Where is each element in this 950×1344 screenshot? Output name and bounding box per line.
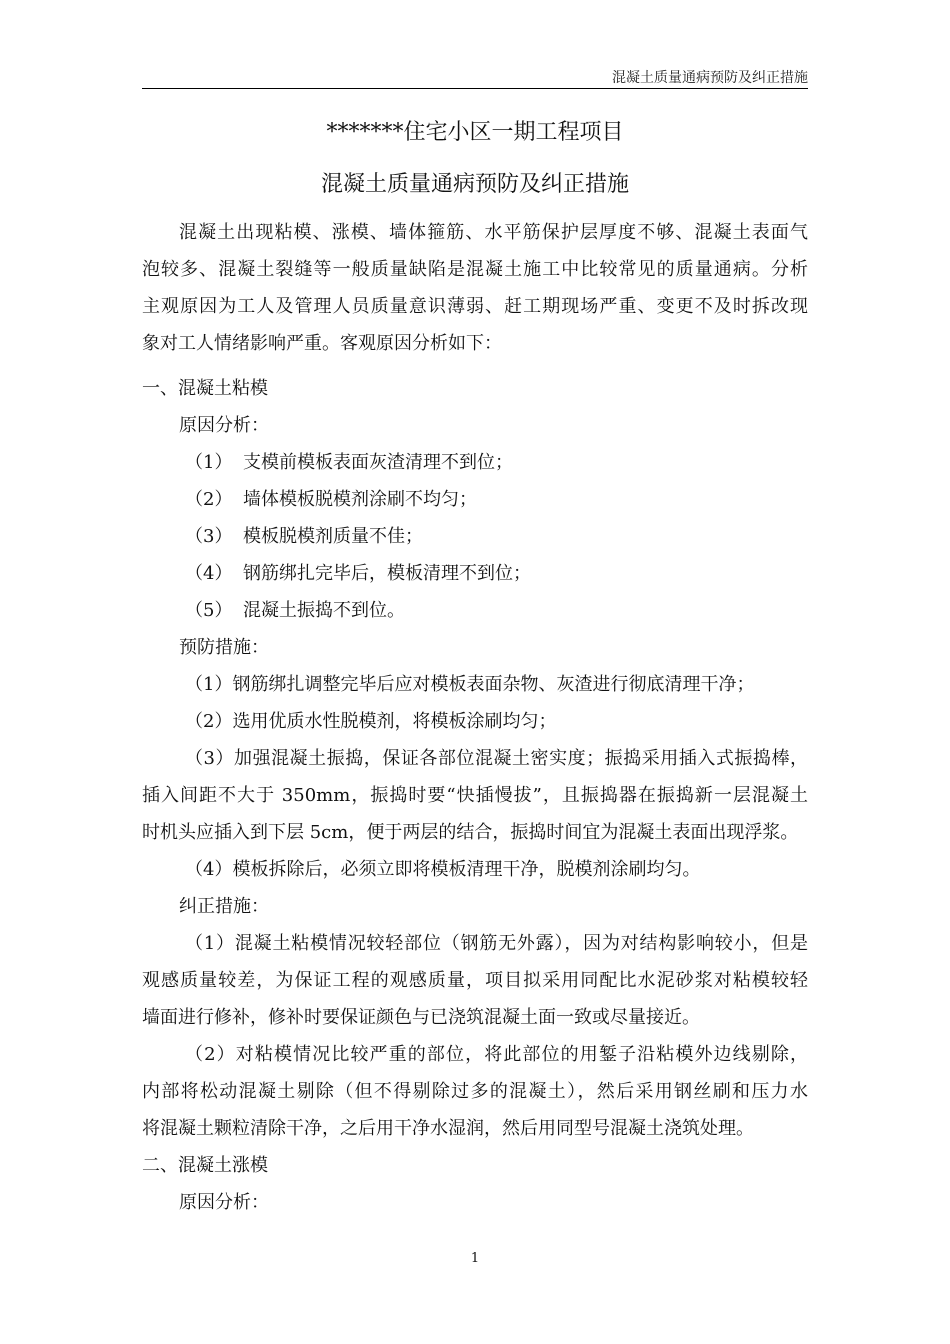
- cause-item: [142, 555, 808, 592]
- prevent-item: （4）模板拆除后，必须立即将模板清理干净，脱模剂涂刷均匀。: [185, 859, 701, 880]
- intro-line: 混凝土出现粘模、涨模、墙体箍筋、水平筋保护层厚度不够、混凝土表面气: [179, 222, 808, 243]
- cause-item: [142, 592, 808, 629]
- cause-text: 混凝土振捣不到位。: [243, 600, 405, 621]
- running-header: [142, 68, 808, 89]
- cause-text: 模板脱模剂质量不佳；: [243, 526, 423, 547]
- cause-item: [142, 518, 808, 555]
- correct-line: 墙面进行修补，修补时要保证颜色与已浇筑混凝土面一致或尽量接近。: [142, 1007, 700, 1028]
- prevent-item: （2）选用优质水性脱模剂，将模板涂刷均匀；: [185, 711, 557, 732]
- intro-paragraph: [142, 214, 808, 362]
- cause-number: （4）: [185, 563, 233, 584]
- correct-line: 内部将松动混凝土剔除（但不得剔除过多的混凝土），然后采用钢丝刷和压力水: [142, 1081, 808, 1102]
- cause-item: [142, 481, 808, 518]
- correct-line: 将混凝土颗粒清除干净，之后用干净水湿润，然后用同型号混凝土浇筑处理。: [142, 1118, 754, 1139]
- cause-number: （1）: [185, 452, 233, 473]
- prevent-item-multiline: [142, 740, 808, 851]
- cause-number: （2）: [185, 489, 233, 510]
- correct-label: 纠正措施：: [179, 896, 269, 917]
- prevent-label: 预防措施：: [179, 637, 269, 658]
- prevent-line: 插入间距不大于 350mm，振捣时要“快插慢拔”，且振捣器在振捣新一层混凝土: [142, 785, 808, 806]
- correct-line: （2）对粘模情况比较严重的部位，将此部位的用錾子沿粘模外边线剔除，: [185, 1044, 808, 1065]
- cause-item: [142, 444, 808, 481]
- cause-list: [142, 444, 808, 629]
- cause-text: 支模前模板表面灰渣清理不到位；: [243, 452, 513, 473]
- prevent-line: （3）加强混凝土振捣，保证各部位混凝土密实度；振捣采用插入式振捣棒，: [185, 748, 808, 769]
- cause-number: （5）: [185, 600, 233, 621]
- prevent-item: （1）钢筋绑扎调整完毕后应对模板表面杂物、灰渣进行彻底清理干净；: [185, 674, 755, 695]
- intro-line: 主观原因为工人及管理人员质量意识薄弱、赶工期现场严重、变更不及时拆改现: [142, 296, 808, 317]
- prevent-line: 时机头应插入到下层 5cm，便于两层的结合，振捣时间宜为混凝土表面出现浮浆。: [142, 822, 799, 843]
- correct-item: [142, 925, 808, 1036]
- cause-text: 墙体模板脱模剂涂刷不均匀；: [243, 489, 477, 510]
- correct-item: [142, 1036, 808, 1147]
- cause-label: 原因分析：: [179, 415, 269, 436]
- cause-text: 钢筋绑扎完毕后，模板清理不到位；: [243, 563, 531, 584]
- intro-line: 泡较多、混凝土裂缝等一般质量缺陷是混凝土施工中比较常见的质量通病。分析: [142, 259, 808, 280]
- document-body: [142, 214, 808, 1221]
- correct-line: 观感质量较差，为保证工程的观感质量，项目拟采用同配比水泥砂浆对粘模较轻: [142, 970, 808, 991]
- intro-line: 象对工人情绪影响严重。客观原因分析如下：: [142, 333, 502, 354]
- section-heading: 二、混凝土涨模: [142, 1155, 268, 1176]
- running-header-title: 混凝土质量通病预防及纠正措施: [612, 70, 808, 86]
- section-heading: 一、混凝土粘模: [142, 378, 268, 399]
- document-title: *******住宅小区一期工程项目: [326, 120, 624, 145]
- page-number: 1: [470, 1251, 480, 1266]
- document-subtitle: 混凝土质量通病预防及纠正措施: [320, 172, 629, 197]
- cause-number: （3）: [185, 526, 233, 547]
- cause-label: 原因分析：: [179, 1192, 269, 1213]
- correct-line: （1）混凝土粘模情况较轻部位（钢筋无外露），因为对结构影响较小，但是: [185, 933, 808, 954]
